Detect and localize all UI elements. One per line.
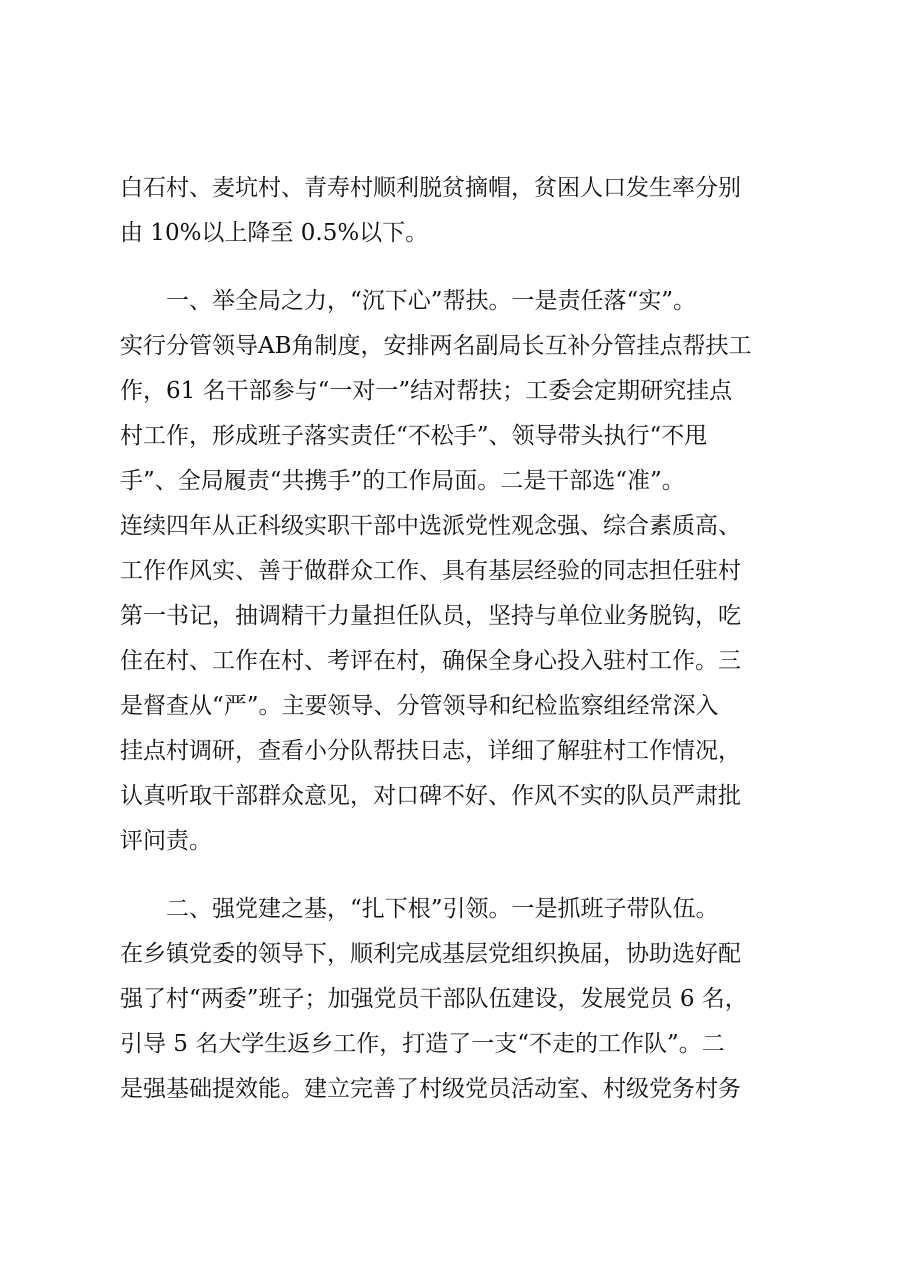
document-body	[120, 166, 810, 1112]
text-line: 第一书记，抽调精干力量担任队员，坚持与单位业务脱钩，吃	[120, 603, 741, 629]
paragraph-gap	[120, 256, 810, 279]
text-line: 二、强党建之基，“扎下根”引领。一是抓班子带队伍。	[166, 896, 719, 922]
text-line: 在乡镇党委的领导下，顺利完成基层党组织换届，协助选好配	[120, 941, 741, 967]
text-line: 住在村、工作在村、考评在村，确保全身心投入驻村工作。三	[120, 648, 741, 674]
text-line: 连续四年从正科级实职干部中选派党性观念强、综合素质高、	[120, 513, 741, 539]
text-line: 是强基础提效能。建立完善了村级党员活动室、村级党务村务	[120, 1076, 741, 1102]
text-line: 白石村、麦坑村、青寿村顺利脱贫摘帽，贫困人口发生率分别	[120, 175, 741, 201]
text-line: 认真听取干部群众意见，对口碑不好、作风不实的队员严肃批	[120, 783, 741, 809]
text-line: 工作作风实、善于做群众工作、具有基层经验的同志担任驻村	[120, 558, 741, 584]
text-line: 实行分管领导AB角制度，安排两名副局长互补分管挂点帮扶工	[120, 333, 752, 359]
text-line: 挂点村调研，查看小分队帮扶日志，详细了解驻村工作情况，	[120, 738, 741, 764]
text-line: 村工作，形成班子落实责任“不松手”、领导带头执行“不甩	[120, 423, 708, 449]
text-line: 由 10%以上降至 0.5%以下。	[120, 220, 429, 246]
text-line: 作，61 名干部参与“一对一”结对帮扶；工委会定期研究挂点	[120, 378, 733, 404]
text-line: 一、举全局之力，“沉下心”帮扶。一是责任落“实”。	[166, 288, 697, 314]
paragraph-continuation	[120, 166, 810, 256]
text-line: 是督查从“严”。主要领导、分管领导和纪检监察组经常深入	[120, 693, 719, 719]
text-line: 评问责。	[120, 828, 212, 854]
text-line: 强了村“两委”班子；加强党员干部队伍建设，发展党员 6 名，	[120, 986, 748, 1012]
text-line: 手”、全局履责“共携手”的工作局面。二是干部选“准”。	[120, 468, 685, 494]
paragraph-section-one	[120, 279, 810, 864]
paragraph-section-two	[120, 887, 810, 1112]
text-line: 引导 5 名大学生返乡工作，打造了一支“不走的工作队”。二	[120, 1031, 725, 1057]
paragraph-gap	[120, 864, 810, 887]
